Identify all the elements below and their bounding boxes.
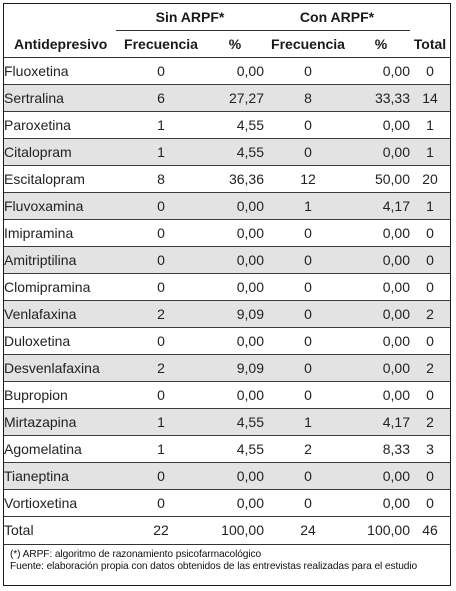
- cell-pct-sin: 0,00: [206, 274, 264, 301]
- cell-pct-sin: 0,00: [206, 193, 264, 220]
- cell-pct-sin: 9,09: [206, 355, 264, 382]
- cell-name: Citalopram: [4, 139, 116, 166]
- cell-pct-sin: 0,00: [206, 463, 264, 490]
- table-row: [4, 220, 450, 247]
- footnote-source: Fuente: elaboración propia con datos obtenidos de las entrevistas realizadas para el estudio: [10, 561, 418, 572]
- cell-total: 46: [410, 517, 450, 545]
- cell-pct-sin: 0,00: [206, 220, 264, 247]
- table-row: [4, 247, 450, 274]
- cell-pct-con: 0,00: [352, 328, 410, 355]
- cell-name: Fluoxetina: [4, 58, 116, 85]
- cell-pct-sin: 27,27: [206, 85, 264, 112]
- table-row: [4, 436, 450, 463]
- cell-name: Tianeptina: [4, 463, 116, 490]
- cell-pct-con: 0,00: [352, 463, 410, 490]
- cell-name: Mirtazapina: [4, 409, 116, 436]
- cell-frecuencia-con: 0: [264, 58, 352, 85]
- cell-pct-con: 50,00: [352, 166, 410, 193]
- table-row: [4, 463, 450, 490]
- cell-name: Duloxetina: [4, 328, 116, 355]
- cell-frecuencia-sin: 0: [116, 382, 206, 409]
- cell-total: 0: [410, 328, 450, 355]
- cell-pct-sin: 4,55: [206, 436, 264, 463]
- cell-total: 2: [410, 355, 450, 382]
- col-header-antidepresivo: Antidepresivo: [4, 31, 116, 58]
- table-row: [4, 85, 450, 112]
- cell-frecuencia-sin: 1: [116, 409, 206, 436]
- cell-pct-sin: 4,55: [206, 139, 264, 166]
- table-figure: [3, 3, 451, 586]
- table-row: [4, 328, 450, 355]
- cell-frecuencia-con: 8: [264, 85, 352, 112]
- cell-frecuencia-sin: 1: [116, 112, 206, 139]
- group-header-con-arpf: Con ARPF*: [264, 4, 410, 31]
- cell-frecuencia-sin: 2: [116, 355, 206, 382]
- cell-pct-con: 0,00: [352, 355, 410, 382]
- cell-name: Agomelatina: [4, 436, 116, 463]
- table-body: [4, 58, 450, 545]
- cell-name: Total: [4, 517, 116, 545]
- cell-pct-con: 0,00: [352, 274, 410, 301]
- cell-frecuencia-con: 24: [264, 517, 352, 545]
- cell-pct-sin: 4,55: [206, 409, 264, 436]
- cell-pct-sin: 4,55: [206, 112, 264, 139]
- group-header-row: [4, 4, 450, 31]
- cell-name: Escitalopram: [4, 166, 116, 193]
- cell-pct-con: 100,00: [352, 517, 410, 545]
- cell-total: 3: [410, 436, 450, 463]
- antidepressant-table: [4, 4, 450, 545]
- table-row: [4, 193, 450, 220]
- cell-pct-sin: 0,00: [206, 328, 264, 355]
- cell-total: 0: [410, 463, 450, 490]
- table-row: [4, 274, 450, 301]
- cell-pct-con: 0,00: [352, 490, 410, 517]
- cell-frecuencia-sin: 0: [116, 463, 206, 490]
- col-header-total: Total: [410, 31, 450, 58]
- cell-pct-sin: 0,00: [206, 58, 264, 85]
- cell-total: 2: [410, 409, 450, 436]
- cell-total: 1: [410, 193, 450, 220]
- table-row: [4, 382, 450, 409]
- cell-name: Desvenlafaxina: [4, 355, 116, 382]
- cell-pct-sin: 0,00: [206, 490, 264, 517]
- cell-pct-con: 0,00: [352, 112, 410, 139]
- cell-pct-con: 4,17: [352, 409, 410, 436]
- cell-pct-con: 0,00: [352, 220, 410, 247]
- cell-frecuencia-con: 0: [264, 112, 352, 139]
- cell-frecuencia-con: 0: [264, 463, 352, 490]
- cell-frecuencia-sin: 0: [116, 328, 206, 355]
- cell-name: Amitriptilina: [4, 247, 116, 274]
- cell-frecuencia-sin: 0: [116, 247, 206, 274]
- cell-frecuencia-sin: 0: [116, 193, 206, 220]
- cell-total: 0: [410, 220, 450, 247]
- cell-total: 14: [410, 85, 450, 112]
- cell-pct-sin: 9,09: [206, 301, 264, 328]
- cell-frecuencia-con: 2: [264, 436, 352, 463]
- cell-pct-con: 0,00: [352, 58, 410, 85]
- table-row: [4, 139, 450, 166]
- cell-frecuencia-con: 12: [264, 166, 352, 193]
- cell-frecuencia-sin: 8: [116, 166, 206, 193]
- cell-frecuencia-con: 0: [264, 328, 352, 355]
- table-row: [4, 58, 450, 85]
- cell-frecuencia-con: 0: [264, 247, 352, 274]
- cell-name: Bupropion: [4, 382, 116, 409]
- cell-frecuencia-sin: 1: [116, 436, 206, 463]
- cell-total: 20: [410, 166, 450, 193]
- cell-pct-sin: 100,00: [206, 517, 264, 545]
- table-row: [4, 166, 450, 193]
- cell-total: 0: [410, 382, 450, 409]
- cell-pct-con: 4,17: [352, 193, 410, 220]
- cell-pct-sin: 0,00: [206, 382, 264, 409]
- cell-name: Venlafaxina: [4, 301, 116, 328]
- cell-name: Fluvoxamina: [4, 193, 116, 220]
- cell-frecuencia-sin: 6: [116, 85, 206, 112]
- cell-name: Clomipramina: [4, 274, 116, 301]
- cell-total: 0: [410, 247, 450, 274]
- cell-frecuencia-sin: 22: [116, 517, 206, 545]
- col-header-frecuencia-sin: Frecuencia: [116, 31, 206, 58]
- cell-pct-con: 0,00: [352, 139, 410, 166]
- footnotes: [4, 545, 450, 573]
- cell-frecuencia-sin: 0: [116, 490, 206, 517]
- cell-frecuencia-sin: 0: [116, 58, 206, 85]
- table-row: [4, 301, 450, 328]
- table-row: [4, 409, 450, 436]
- cell-pct-sin: 0,00: [206, 247, 264, 274]
- cell-pct-con: 33,33: [352, 85, 410, 112]
- table-row: [4, 490, 450, 517]
- cell-frecuencia-con: 0: [264, 301, 352, 328]
- column-header-row: [4, 31, 450, 58]
- cell-frecuencia-con: 0: [264, 490, 352, 517]
- group-header-sin-arpf: Sin ARPF*: [116, 4, 264, 31]
- group-header-empty: [4, 4, 116, 31]
- cell-pct-con: 8,33: [352, 436, 410, 463]
- cell-name: Paroxetina: [4, 112, 116, 139]
- cell-frecuencia-con: 0: [264, 355, 352, 382]
- cell-frecuencia-con: 0: [264, 139, 352, 166]
- footnote-arpf: (*) ARPF: algoritmo de razonamiento psicofarmacológico: [10, 549, 262, 560]
- cell-name: Imipramina: [4, 220, 116, 247]
- col-header-pct-con: %: [352, 31, 410, 58]
- cell-pct-sin: 36,36: [206, 166, 264, 193]
- cell-frecuencia-con: 0: [264, 220, 352, 247]
- total-row: [4, 517, 450, 545]
- cell-name: Vortioxetina: [4, 490, 116, 517]
- cell-pct-con: 0,00: [352, 382, 410, 409]
- cell-frecuencia-con: 1: [264, 193, 352, 220]
- cell-pct-con: 0,00: [352, 247, 410, 274]
- cell-total: 0: [410, 490, 450, 517]
- cell-total: 0: [410, 274, 450, 301]
- table-row: [4, 355, 450, 382]
- cell-frecuencia-sin: 1: [116, 139, 206, 166]
- cell-frecuencia-con: 1: [264, 409, 352, 436]
- cell-frecuencia-sin: 0: [116, 220, 206, 247]
- cell-frecuencia-sin: 2: [116, 301, 206, 328]
- cell-frecuencia-con: 0: [264, 382, 352, 409]
- cell-pct-con: 0,00: [352, 301, 410, 328]
- table-row: [4, 112, 450, 139]
- cell-total: 0: [410, 58, 450, 85]
- group-header-empty-total: [410, 4, 450, 31]
- col-header-frecuencia-con: Frecuencia: [264, 31, 352, 58]
- cell-total: 1: [410, 139, 450, 166]
- cell-frecuencia-sin: 0: [116, 274, 206, 301]
- cell-total: 2: [410, 301, 450, 328]
- cell-name: Sertralina: [4, 85, 116, 112]
- cell-total: 1: [410, 112, 450, 139]
- col-header-pct-sin: %: [206, 31, 264, 58]
- cell-frecuencia-con: 0: [264, 274, 352, 301]
